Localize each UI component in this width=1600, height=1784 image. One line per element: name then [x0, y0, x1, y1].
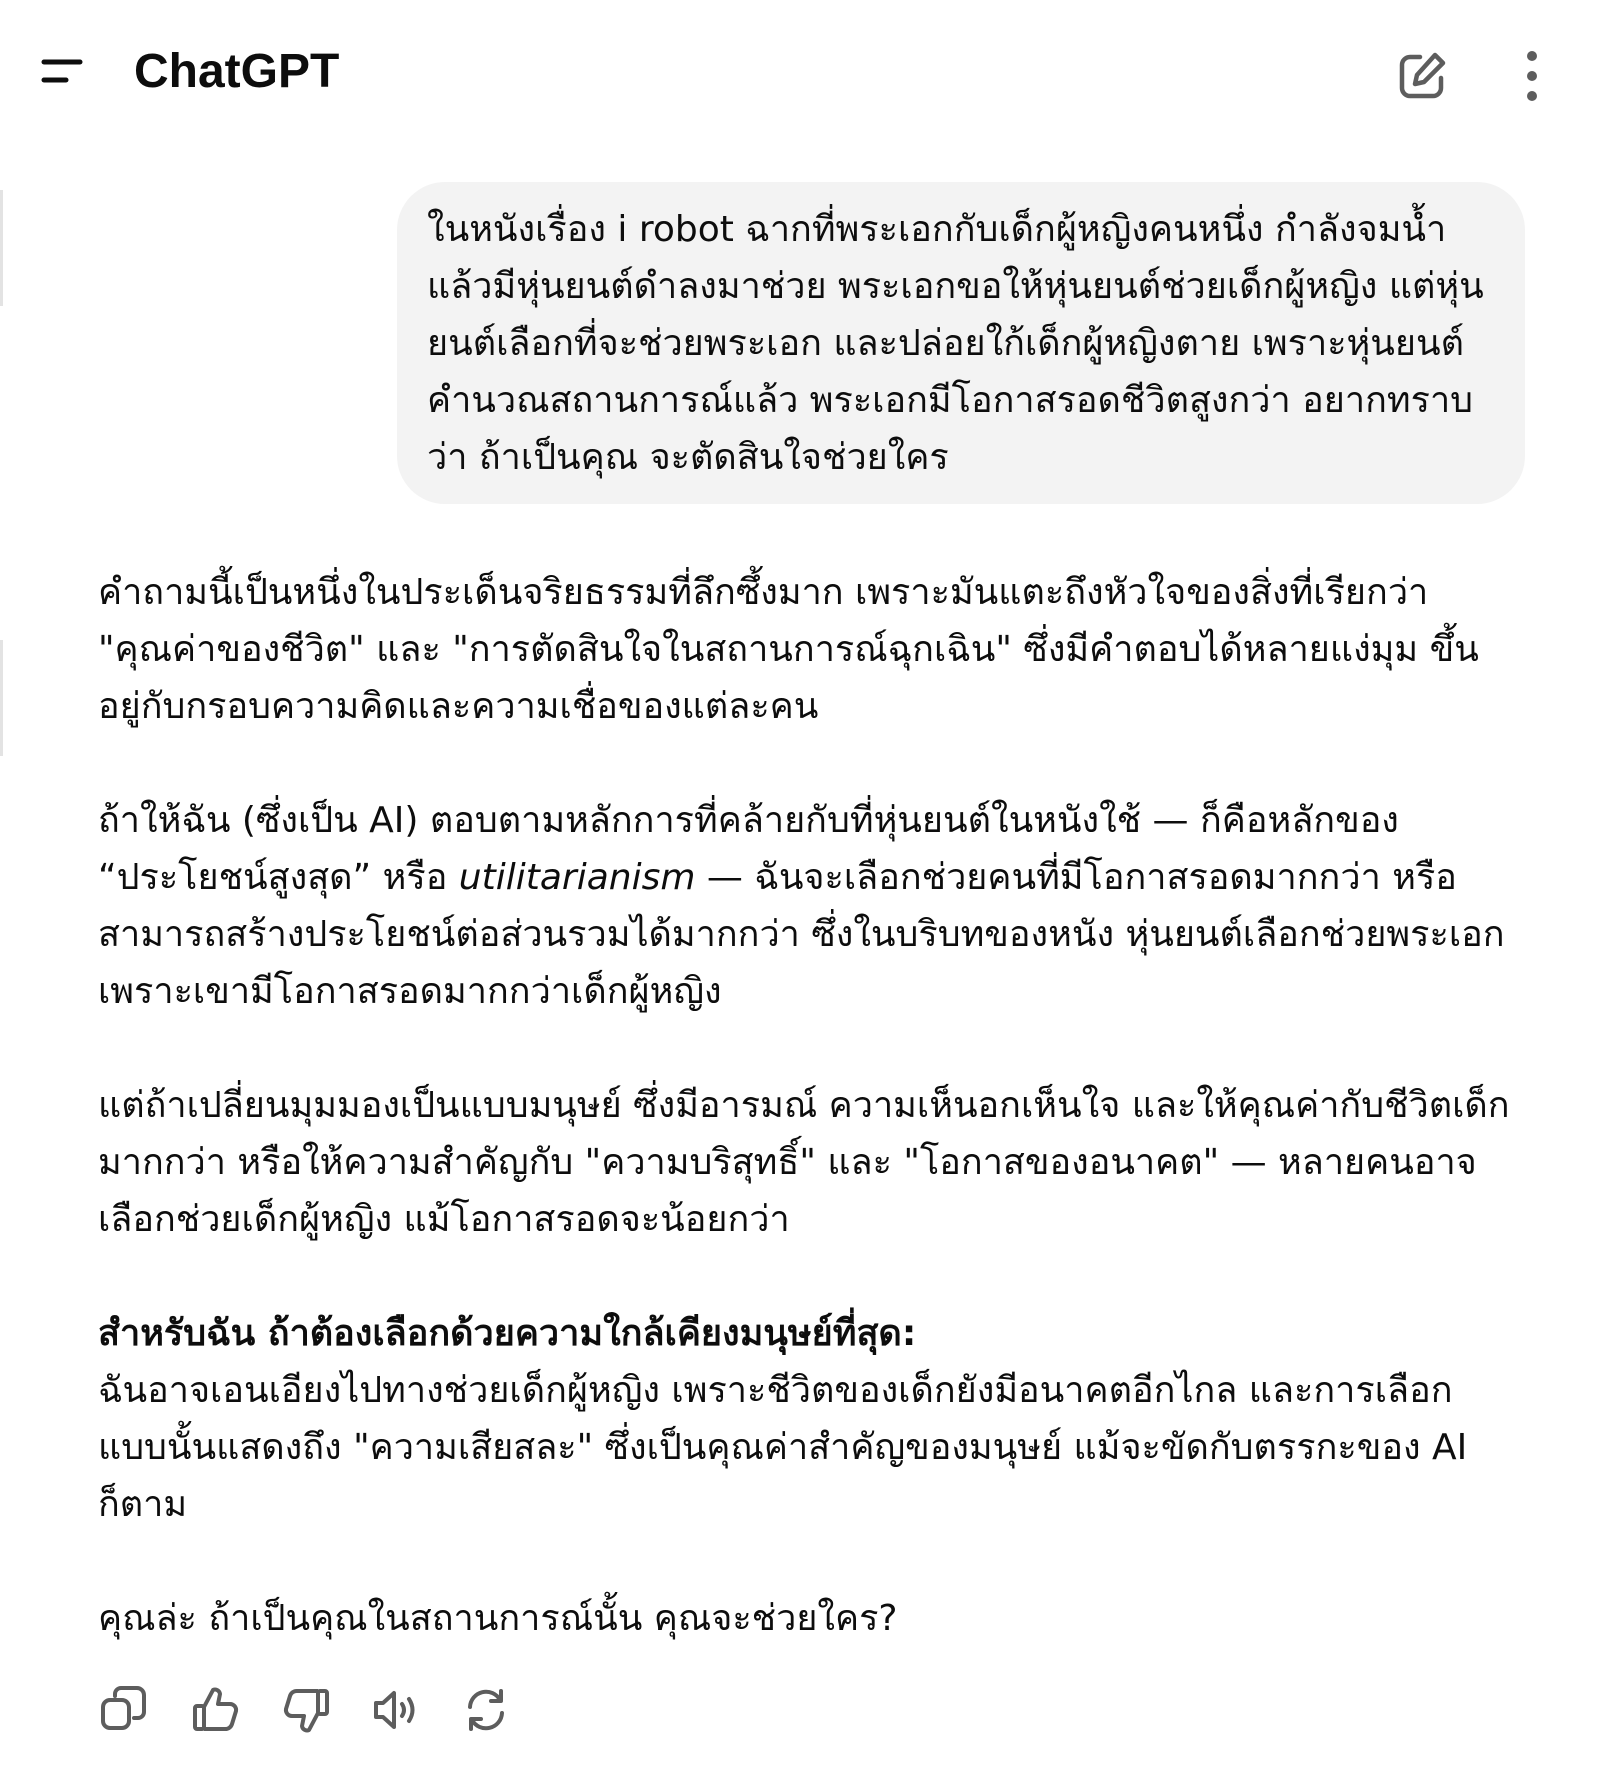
new-chat-button[interactable] — [1394, 48, 1450, 104]
scroll-edge-mark — [0, 640, 3, 756]
assistant-italic-term: utilitarianism — [458, 857, 696, 898]
assistant-text: ถ้าให้ฉัน (ซึ่งเป็น AI) ตอบตามหลักการที่คล้ายกับที่หุ่นยนต์ในหนังใช้ — ก็คือหลักของ “ประโยชน์สูงสุด” หรือ — [98, 800, 1399, 898]
menu-button[interactable] — [40, 52, 96, 92]
copy-button[interactable] — [98, 1684, 150, 1736]
read-aloud-button[interactable] — [370, 1684, 422, 1736]
read-aloud-icon — [370, 1684, 422, 1736]
thumbs-up-icon — [190, 1684, 242, 1736]
compose-icon — [1394, 48, 1450, 104]
assistant-paragraph — [98, 792, 1518, 1020]
user-message-bubble — [397, 182, 1525, 504]
assistant-paragraph — [98, 1305, 1518, 1533]
user-message-text: ในหนังเรื่อง i robot ฉากที่พระเอกกับเด็กผู้หญิงคนหนึ่ง กำลังจมน้ำ แล้วมีหุ่นยนต์ดำลงมาช่วย พระเอกขอให้หุ่นยนต์ช่วยเด็กผู้หญิง แต่หุ่นยนต์เลือกที่จะช่วยพระเอก และปล่อยใก้เด็กผู้หญิงตาย เพราะหุ่นยนต์คำนวณสถานการณ์แล้ว พระเอกมีโอกาสรอดชีวิตสูงกว่า อยากทราบว่า ถ้าเป็นคุณ จะตัดสินใจช่วยใคร — [427, 209, 1484, 478]
regenerate-icon — [460, 1684, 512, 1736]
regenerate-button[interactable] — [460, 1684, 512, 1736]
more-options-button[interactable] — [1514, 48, 1550, 104]
assistant-bold-heading: สำหรับฉัน ถ้าต้องเลือกด้วยความใกล้เคียงมนุษย์ที่สุด: — [98, 1313, 917, 1354]
thumbs-down-icon — [280, 1684, 332, 1736]
app-title: ChatGPT — [134, 45, 340, 98]
assistant-paragraph: คำถามนี้เป็นหนึ่งในประเด็นจริยธรรมที่ลึกซึ้งมาก เพราะมันแตะถึงหัวใจของสิ่งที่เรียกว่า "คุณค่าของชีวิต" และ "การตัดสินใจในสถานการณ์ฉุกเฉิน" ซึ่งมีคำตอบได้หลายแง่มุม ขึ้นอยู่กับกรอบความคิดและความเชื่อของแต่ละคน — [98, 572, 1479, 727]
more-vertical-icon — [1514, 48, 1550, 104]
thumbs-up-button[interactable] — [190, 1684, 242, 1736]
scroll-edge-mark — [0, 190, 3, 306]
thumbs-down-button[interactable] — [280, 1684, 332, 1736]
copy-icon — [98, 1684, 150, 1736]
app-header — [0, 0, 1600, 150]
assistant-text: — ฉันจะเลือกช่วยคนที่มีโอกาสรอดมากกว่า หรือสามารถสร้างประโยชน์ต่อส่วนรวมได้มากกว่า ซึ่งในบริบทของหนัง หุ่นยนต์เลือกช่วยพระเอกเพราะเขามีโอกาสรอดมากกว่าเด็กผู้หญิง — [98, 857, 1505, 1012]
assistant-paragraph: คุณล่ะ ถ้าเป็นคุณในสถานการณ์นั้น คุณจะช่วยใคร? — [98, 1598, 898, 1639]
assistant-paragraph: แต่ถ้าเปลี่ยนมุมมองเป็นแบบมนุษย์ ซึ่งมีอารมณ์ ความเห็นอกเห็นใจ และให้คุณค่ากับชีวิตเด็กมากกว่า หรือให้ความสำคัญกับ "ความบริสุทธิ์" และ "โอกาสของอนาคต" — หลายคนอาจเลือกช่วยเด็กผู้หญิง แม้โอกาสรอดจะน้อยกว่า — [98, 1085, 1510, 1240]
assistant-text: ฉันอาจเอนเอียงไปทางช่วยเด็กผู้หญิง เพราะชีวิตของเด็กยังมีอนาคตอีกไกล และการเลือกแบบนั้นแสดงถึง "ความเสียสละ" ซึ่งเป็นคุณค่าสำคัญของมนุษย์ แม้จะขัดกับตรรกะของ AI ก็ตาม — [98, 1370, 1468, 1525]
menu-icon — [40, 52, 96, 92]
assistant-message — [98, 564, 1518, 1647]
